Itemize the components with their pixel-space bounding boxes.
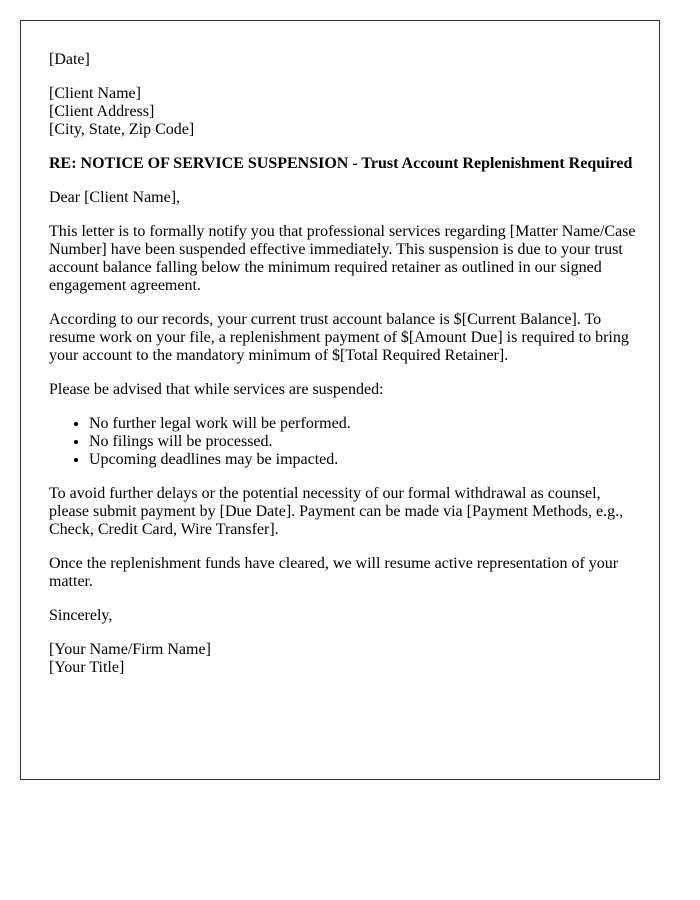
signoff: Sincerely,	[49, 607, 113, 624]
recipient-city-state-zip: [City, State, Zip Code]	[49, 121, 195, 138]
paragraph-payment-instructions: To avoid further delays or the potential necessity of our formal withdrawal as counsel, please submit payment by [Due Date]. Payment can be made via [Payment Methods, e.g., Check, Credit Card, Wire Transfer].	[49, 485, 624, 538]
recipient-address: [Client Address]	[49, 103, 155, 120]
paragraph-suspension-intro: Please be advised that while services are suspended:	[49, 381, 384, 398]
list-item: • Upcoming deadlines may be impacted.	[89, 451, 639, 469]
suspension-consequences-list	[49, 415, 639, 469]
letter-page	[20, 20, 660, 780]
subject-line: RE: NOTICE OF SERVICE SUSPENSION - Trust Account Replenishment Required	[49, 155, 633, 172]
letter-date-block	[49, 51, 639, 69]
list-item: • No further legal work will be performed.	[89, 415, 639, 433]
paragraph-balance-details: According to our records, your current trust account balance is $[Current Balance]. To resume work on your file, a replenishment payment of $[Amount Due] is required to bring your account to the mandatory minimum of $[Total Required Retainer].	[49, 311, 629, 364]
letter-date: [Date]	[49, 51, 90, 68]
paragraph-resume-representation: Once the replenishment funds have cleared, we will resume active representation of your matter.	[49, 555, 619, 590]
recipient-address-block	[49, 85, 639, 139]
recipient-name: [Client Name]	[49, 85, 141, 102]
paragraph-suspension-notice: This letter is to formally notify you that professional services regarding [Matter Name/Case Number] have been suspended effective immediately. This suspension is due to your trust account balance falling below the minimum required retainer as outlined in our signed engagement agreement.	[49, 223, 636, 294]
signature-name: [Your Name/Firm Name]	[49, 641, 211, 658]
list-item: • No filings will be processed.	[89, 433, 639, 451]
letter-body	[49, 51, 639, 677]
signature-title: [Your Title]	[49, 659, 125, 676]
salutation: Dear [Client Name],	[49, 189, 181, 206]
signature-block	[49, 641, 639, 677]
